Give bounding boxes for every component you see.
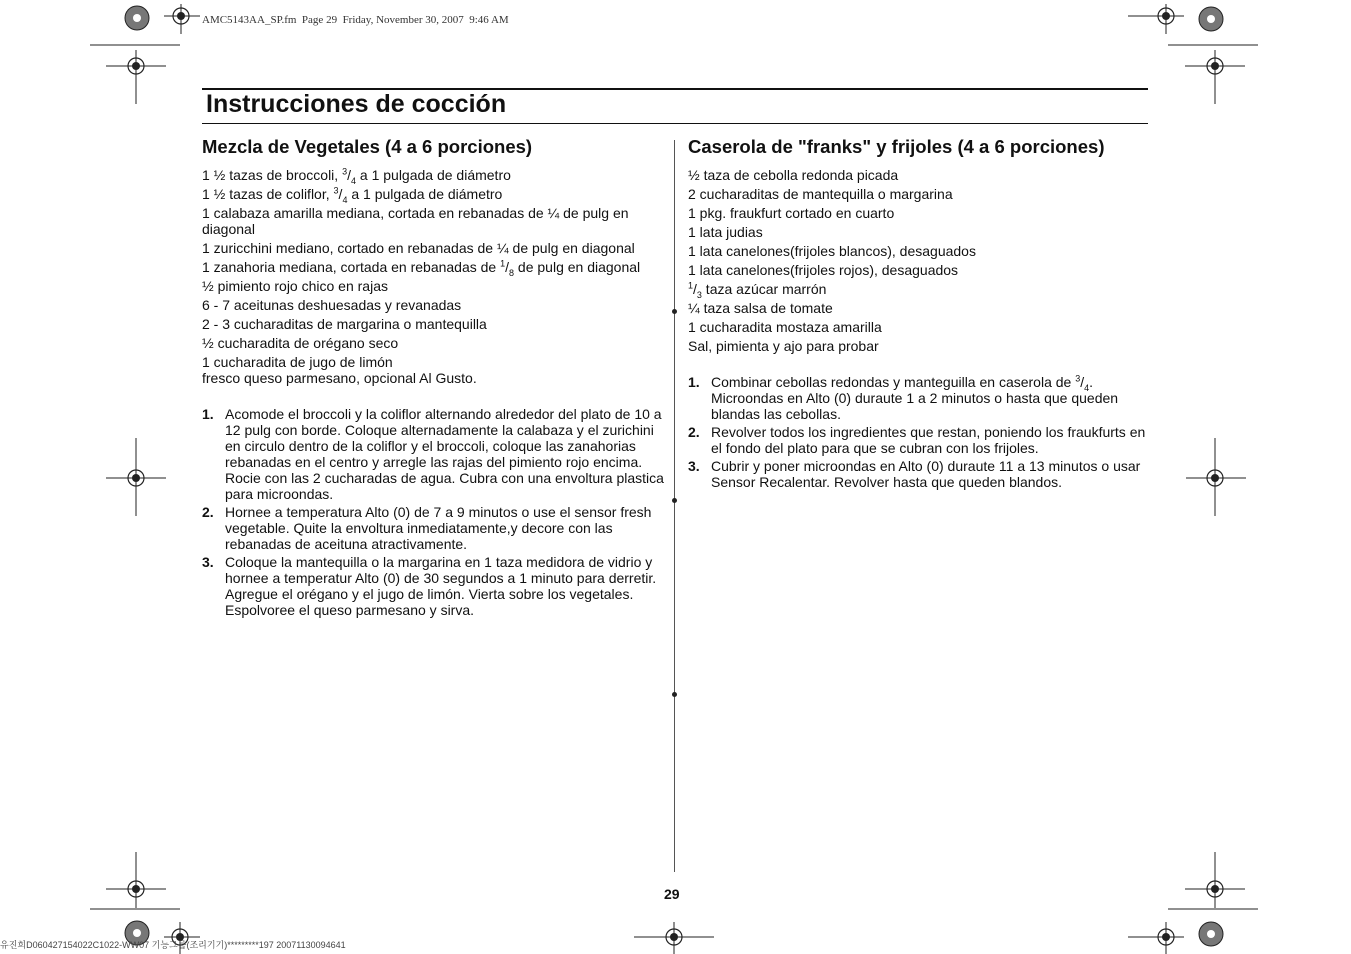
ingredient: ½ pimiento rojo chico en rajas bbox=[202, 278, 388, 294]
ingredient: ½ taza de cebolla redonda picada bbox=[688, 167, 899, 183]
title-rule-bottom bbox=[202, 123, 1148, 124]
step: 3. Coloque la mantequilla o la margarina en 1 taza medidora de vidrio y hornee a temperatur Alto (0) de 30 segundos a 1 minuto para derretir. Agregue el orégano y el jugo de limón. Vierta sobre los vegetales. Espolvoree el queso parmesano y sirva. bbox=[202, 554, 657, 618]
ingredient: 1 lata judias bbox=[688, 224, 763, 240]
ingredient: 1 calabaza amarilla mediana, cortada en rebanadas de ¼ de pulg en diagonal bbox=[202, 205, 629, 237]
crop-mark-top-left bbox=[124, 4, 204, 38]
ingredient: 1 pkg. fraukfurt cortado en cuarto bbox=[688, 205, 895, 221]
registration-mark-bottom-right bbox=[1168, 852, 1258, 912]
ingredient: 1 zanahoria mediana, cortada en rebanadas de $^1/_8$ de pulg en diagonal bbox=[202, 258, 641, 278]
step: 3. Cubrir y poner microondas en Alto (0) duraute 11 a 13 minutos o usar Sensor Recalentar. Revolver hasta que queden blandos. bbox=[688, 458, 1141, 490]
ingredient: 1 zuricchini mediano, cortado en rebanadas de ¼ de pulg en diagonal bbox=[202, 240, 635, 256]
file-header: AMC5143AA_SP.fm Page 29 Friday, November 30, 2007 9:46 AM bbox=[202, 14, 509, 26]
ingredient: 1 cucharadita de jugo de limón bbox=[202, 354, 393, 370]
ingredient: ¼ taza salsa de tomate bbox=[688, 300, 833, 316]
ingredient: 6 - 7 aceitunas deshuesadas y revanadas bbox=[202, 297, 462, 313]
ingredient: Sal, pimienta y ajo para probar bbox=[688, 338, 879, 354]
ingredient: 1 ½ tazas de coliflor, $^3/_4$ a 1 pulgada de diámetro bbox=[202, 185, 503, 205]
registration-mark-bottom-center bbox=[634, 918, 714, 954]
ingredient: 1 cucharadita mostaza amarilla bbox=[688, 319, 882, 335]
step: 2. Hornee a temperatura Alto (0) de 7 a 9 minutos o use el sensor fresh vegetable. Quite la envoltura inmediatamente,y decore con las rebanadas de aceituna atractivamente. bbox=[202, 504, 652, 552]
ingredient: $^1/_3$ taza azúcar marrón bbox=[688, 280, 827, 300]
divider-dot bbox=[672, 309, 677, 314]
recipe-heading: Caserola de "franks" y frijoles (4 a 6 porciones) bbox=[688, 136, 1105, 157]
page-number: 29 bbox=[664, 886, 680, 902]
step: 2. Revolver todos los ingredientes que restan, poniendo los fraukfurts en el fondo del plato para que se cubran con los frijoles. bbox=[688, 424, 1146, 456]
step-list bbox=[202, 406, 664, 618]
crop-mark-top-right bbox=[1128, 4, 1228, 38]
column-divider bbox=[674, 140, 675, 872]
ingredient: 2 cucharaditas de mantequilla o margarina bbox=[688, 186, 953, 202]
ingredient: 2 - 3 cucharaditas de margarina o mantequilla bbox=[202, 316, 487, 332]
ingredient: ½ cucharadita de orégano seco bbox=[202, 335, 399, 351]
divider-dot bbox=[672, 498, 677, 503]
step-list bbox=[688, 374, 1148, 490]
registration-mark-mid-left bbox=[106, 438, 166, 516]
ingredient: fresco queso parmesano, opcional Al Gusto. bbox=[202, 370, 477, 386]
registration-mark-top-left bbox=[90, 40, 180, 104]
recipe-franks-and-beans bbox=[688, 136, 1148, 492]
crop-mark-bottom-right bbox=[1128, 918, 1228, 954]
ingredient: 1 lata canelones(frijoles blancos), desaguados bbox=[688, 243, 976, 259]
footer-code: 유진희D060427154022C1022-WW07 기능그룹(조리기기)*********197 20071130094641 bbox=[0, 940, 346, 950]
ingredient: 1 ½ tazas de broccoli, $^3/_4$ a 1 pulgada de diámetro bbox=[202, 166, 511, 186]
ingredient: 1 lata canelones(frijoles rojos), desaguados bbox=[688, 262, 959, 278]
step: 1. Acomode el broccoli y la coliflor alternando alrededor del plato de 10 a 12 pulg con borde. Coloque alternadamente la calabaza y el zurichini en circulo dentro de la coliflor y el broccoli, coloque las zanahorias rebanadas en el centro y arregle las rajas del pimiento rojo encima. Rocie con las 2 cucharadas de agua. Cubra con una envoltura plastica para microondas. bbox=[202, 406, 664, 502]
recipe-heading: Mezcla de Vegetales (4 a 6 porciones) bbox=[202, 136, 533, 157]
registration-mark-top-right bbox=[1168, 40, 1258, 104]
recipe-vegetable-mix bbox=[202, 136, 664, 620]
registration-mark-mid-right bbox=[1186, 438, 1246, 516]
ingredient-list bbox=[202, 167, 664, 386]
step: 1. Combinar cebollas redondas y manteguilla en caserola de $^3/_4$. Microondas en Alto (0) duraute 1 a 2 minutos o hasta que queden blandas las cebollas. bbox=[688, 373, 1119, 422]
page-title: Instrucciones de cocción bbox=[206, 90, 507, 118]
divider-dot bbox=[672, 692, 677, 697]
registration-mark-bottom-left bbox=[90, 852, 180, 912]
ingredient-list bbox=[688, 167, 1148, 354]
